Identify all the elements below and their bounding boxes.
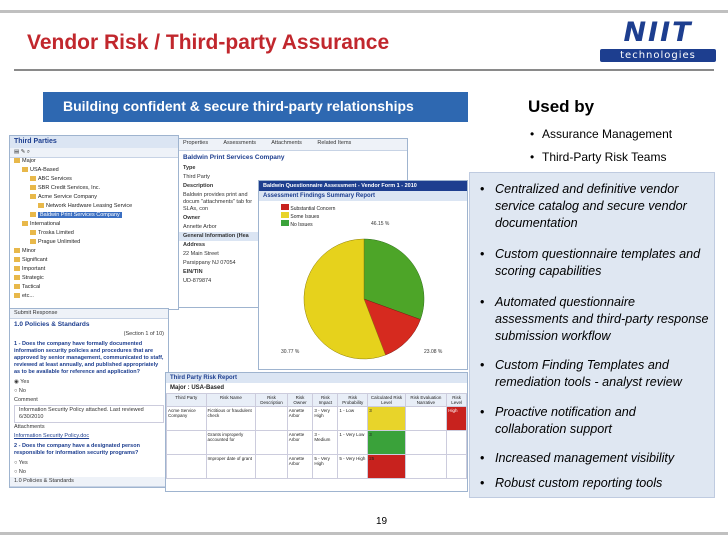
tab-bar [179,139,407,151]
question-2: 2 - Does the company have a designated person responsible for information security programs? [14,443,140,456]
feature-item: • Centralized and definitive vendor service catalog and secure vendor documentation [480,182,687,230]
table-cell: Improper date of grant [206,455,256,479]
folder-icon [30,230,36,235]
table-cell: Annette Arbor [287,455,313,479]
answer-yes[interactable]: ◉ Yes [14,379,30,385]
vendor-name: Baldwin Print Services Company [183,154,285,161]
legend-item: No Issues [281,220,445,228]
tree-item[interactable]: Significant [10,257,178,266]
pie-label-top: 46.15 % [371,221,390,227]
tab-attachments[interactable]: Attachments [271,140,302,146]
tree-item[interactable]: ABC Services [10,176,178,185]
comment-label: Comment [14,397,38,403]
table-cell [256,407,287,431]
table-row[interactable] [167,407,467,431]
table-cell: Annette Arbor [287,407,313,431]
answer-yes[interactable]: ○ Yes [14,460,28,466]
feature-item: • Robust custom reporting tools [480,476,663,490]
comment-field[interactable]: Information Security Policy attached. Last reviewed 6/30/2010 [14,405,164,423]
tree-item[interactable]: Minor [10,248,178,257]
risk-report-group: Major : USA-Based [170,385,225,391]
folder-icon [14,257,20,262]
answer-no[interactable]: ○ No [14,388,26,394]
table-row[interactable] [167,431,467,455]
table-cell: Grants improperly accounted for [206,431,256,455]
logo-word: NIIT [623,17,693,48]
tree-item[interactable]: Acme Service Company [10,194,178,203]
assessment-title: Baldwin Questionnaire Assessment - Vendor Form 1 - 2010 [259,181,467,191]
table-cell [256,455,287,479]
risk-report-title: Third Party Risk Report [166,373,467,383]
folder-icon [30,176,36,181]
address-label: Address [183,242,206,248]
third-parties-tree[interactable] [10,158,178,302]
tree-item[interactable]: Important [10,266,178,275]
used-by-title: Used by [528,97,595,116]
table-cell [405,455,447,479]
folder-icon [22,221,28,226]
tree-item[interactable]: etc... [10,293,178,302]
table-cell: 3 - Very High [313,407,338,431]
folder-icon [22,167,28,172]
table-cell: Acme Service Company [167,407,207,431]
title-rule [14,69,714,71]
type-label: Type [183,165,196,171]
table-header: Risk Impact [313,394,338,407]
folder-icon [30,194,36,199]
assessment-window [258,180,468,370]
tree-item[interactable]: USA-Based [10,167,178,176]
questionnaire-panel [9,308,169,488]
table-cell: 3 [368,431,405,455]
folder-icon [14,275,20,280]
ein-label: EIN/TIN [183,269,203,275]
table-cell: 1 - Low [338,407,368,431]
feature-item: • Increased management visibility [480,451,675,465]
third-parties-panel [9,135,179,310]
folder-icon [14,158,20,163]
page-number: 19 [376,516,388,527]
tab-related-items[interactable]: Related Items [317,140,352,146]
third-parties-title: Third Parties [10,136,178,148]
description-value: Baldwin provides print and docum "attachments" tab for SLAs, con [183,192,253,212]
question-1: 1 - Does the company have formally documented information security policies and procedures that are approved by senior management, communicated to staff, reviewed at least annually, and published appropriately as to be available for reference and application? [14,341,164,375]
tab-properties[interactable]: Properties [183,140,209,146]
folder-icon [14,266,20,271]
submit-response-button[interactable]: Submit Response [14,310,58,316]
table-row[interactable] [167,455,467,479]
feature-item: • Custom Finding Templates and remediation tools - analyst review [480,358,682,389]
table-header: Third Party [167,394,207,407]
table-cell: High [447,407,467,431]
tree-item[interactable]: Prague Unlimited [10,239,178,248]
table-header: Calculated Risk Level [368,394,405,407]
used-by-item: • Third-Party Risk Teams [530,150,667,164]
table-cell [167,431,207,455]
table-cell [167,455,207,479]
table-cell [447,455,467,479]
banner: Building confident & secure third-party relationships [43,92,468,122]
ein-value: UD-879874 [183,278,212,284]
risk-report-table [166,393,467,479]
pie-label-left: 30.77 % [281,349,300,355]
pie-legend [259,201,467,231]
tree-item[interactable]: Troska Limited [10,230,178,239]
risk-report-panel [165,372,468,492]
attachments-label: Attachments [14,424,45,430]
pager[interactable]: 1.0 Policies & Standards [10,477,168,487]
table-header: Risk Evaluation Narrative [405,394,447,407]
address-line-2: Parsippany NJ 07054 [183,260,236,266]
tree-item[interactable]: Baldwin Print Services Company [10,212,178,221]
table-header: Risk Description [256,394,287,407]
description-label: Description [183,183,214,189]
attachment-link[interactable]: Information Security Policy.doc [14,433,90,439]
findings-report-title: Assessment Findings Summary Report [259,191,467,201]
table-cell [405,407,447,431]
tree-toolbar: ▤ ✎ ⌕ [10,148,178,158]
questionnaire-toolbar [10,309,168,319]
folder-icon [14,293,20,298]
folder-icon [14,284,20,289]
tree-item[interactable]: Tactical [10,284,178,293]
section-title: 1.0 Policies & Standards [14,321,90,328]
table-cell [447,431,467,455]
bottom-rule [0,532,728,535]
address-line-1: 22 Main Street [183,251,219,257]
owner-label: Owner [183,215,201,221]
table-cell [256,431,287,455]
table-header: Risk Probability [338,394,368,407]
legend-item: Substantial Concern [281,204,445,212]
table-cell: Annette Arbor [287,431,313,455]
slide-title: Vendor Risk / Third-party Assurance [27,31,390,54]
table-cell: 3 - Medium [313,431,338,455]
tree-item[interactable]: Network Hardware Leasing Service [10,203,178,212]
tab-assessments[interactable]: Assessments [223,140,257,146]
tree-item[interactable]: International [10,221,178,230]
folder-icon [30,239,36,244]
table-cell: 25 [368,455,405,479]
pie-label-right: 23.08 % [424,349,443,355]
table-cell: 3 [368,407,405,431]
table-header: Risk Level [447,394,467,407]
table-header: Risk Owner [287,394,313,407]
tree-item[interactable]: SBR Credit Services, Inc. [10,185,178,194]
folder-icon [30,212,36,217]
answer-no[interactable]: ○ No [14,469,26,475]
feature-item: • Custom questionnaire templates and scoring capabilities [480,247,701,278]
section-count: (Section 1 of 10) [123,331,164,337]
table-header: Risk Name [206,394,256,407]
folder-icon [14,248,20,253]
legend-item: Some Issues [281,212,445,220]
niit-logo [600,17,716,61]
table-cell: 5 - Very High [313,455,338,479]
tree-item[interactable]: Major [10,158,178,167]
type-value: Third Party [183,174,210,180]
table-cell [405,431,447,455]
table-cell: 1 - Very Low [338,431,368,455]
table-cell: 5 - Very High [338,455,368,479]
table-cell: Fictitious or fraudulent check [206,407,256,431]
general-info-header: General Information (Hea [179,232,259,241]
feature-item: • Automated questionnaire assessments and third-party response submission workflow [480,295,709,343]
used-by-item: • Assurance Management [530,127,673,141]
top-rule [0,10,728,13]
folder-icon [30,185,36,190]
folder-icon [38,203,44,208]
tree-item[interactable]: Strategic [10,275,178,284]
feature-item: • Proactive notification and collaboration support [480,405,636,436]
owner-value: Annette Arbor [183,224,217,230]
logo-subtitle: technologies [600,49,716,62]
